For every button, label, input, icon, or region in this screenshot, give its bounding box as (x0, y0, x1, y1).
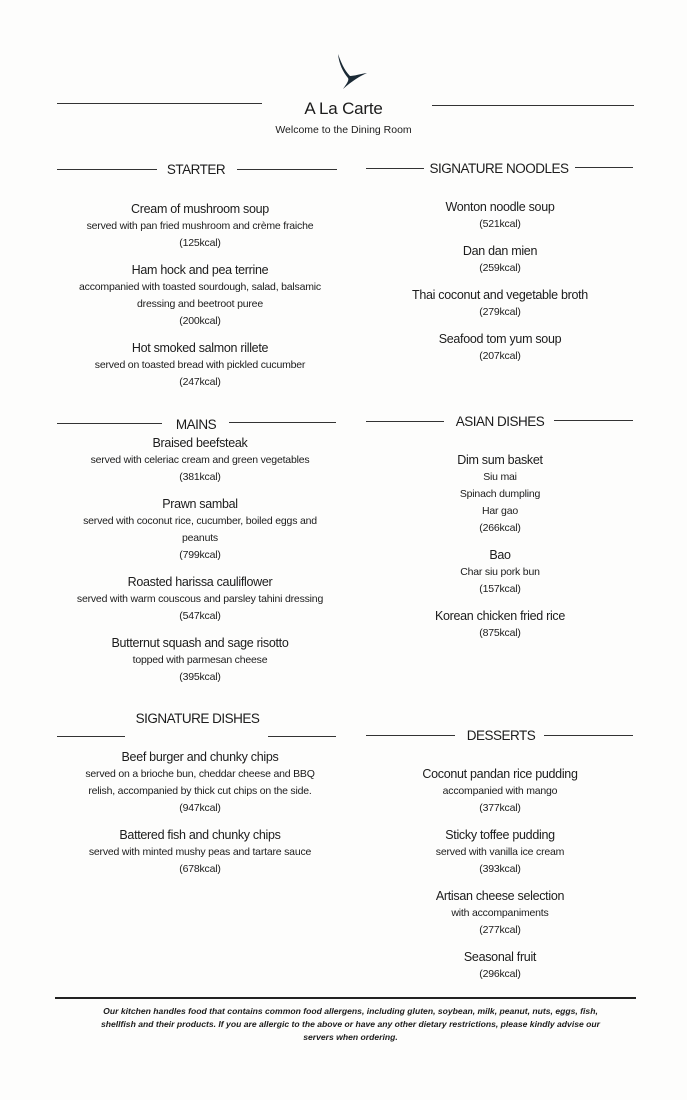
starter-rule-right (237, 169, 337, 170)
desserts-rule-right (544, 735, 633, 736)
menu-item-name: Beef burger and chunky chips (121, 750, 279, 764)
menu-item-calories: (381kcal) (179, 471, 221, 483)
asian-rule-right (554, 420, 633, 421)
menu-item-description: served with warm couscous and parsley tahini dressing (76, 593, 324, 605)
menu-item-description: with accompaniments (451, 907, 549, 919)
menu-item-name: Battered fish and chunky chips (119, 828, 281, 842)
menu-item (360, 766, 640, 817)
mains-rule-right (229, 422, 336, 423)
starter-list (50, 201, 350, 401)
menu-item-calories: (266kcal) (479, 522, 521, 534)
menu-item-name: Hot smoked salmon rillete (131, 341, 269, 355)
menu-item-calories: (259kcal) (479, 262, 521, 274)
menu-item (360, 949, 640, 983)
menu-item-name: Ham hock and pea terrine (131, 263, 269, 277)
menu-item-calories: (207kcal) (479, 350, 521, 362)
menu-item (50, 435, 350, 486)
asian-dishes-list (360, 452, 640, 652)
menu-item-name: Dan dan mien (462, 244, 538, 258)
menu-item (360, 199, 640, 233)
menu-item (50, 262, 350, 330)
menu-title: A La Carte (304, 99, 383, 118)
menu-item (50, 827, 350, 878)
section-title-desserts: DESSERTS (466, 728, 536, 743)
menu-item-calories: (125kcal) (179, 237, 221, 249)
menu-item-description: served with vanilla ice cream (435, 846, 565, 858)
menu-item-description: served with coconut rice, cucumber, boiled eggs and (83, 515, 317, 527)
menu-item (360, 287, 640, 321)
noodles-rule-right (575, 167, 633, 168)
menu-item (360, 331, 640, 365)
menu-item-name: Dim sum basket (457, 453, 543, 467)
menu-item-description: topped with parmesan cheese (132, 654, 268, 666)
menu-item-calories: (395kcal) (179, 671, 221, 683)
menu-item-calories: (799kcal) (179, 549, 221, 561)
menu-item-name: Wonton noodle soup (445, 200, 555, 214)
menu-item (360, 827, 640, 878)
brushwing-logo-icon (334, 52, 368, 90)
mains-rule-left (57, 423, 162, 424)
starter-rule-left (57, 169, 157, 170)
menu-item-name: Roasted harissa cauliflower (127, 575, 273, 589)
menu-item (50, 574, 350, 625)
section-title-asian-dishes: ASIAN DISHES (455, 414, 545, 429)
menu-item-description: served with minted mushy peas and tartare sauce (88, 846, 312, 858)
menu-item (50, 635, 350, 686)
menu-item-calories: (678kcal) (179, 863, 221, 875)
menu-item-name: Artisan cheese selection (435, 889, 565, 903)
menu-item-description: served on toasted bread with pickled cucumber (94, 359, 306, 371)
noodles-rule-left (366, 168, 424, 169)
section-title-starter: STARTER (166, 162, 226, 177)
menu-item-name: Butternut squash and sage risotto (111, 636, 289, 650)
menu-item-description: served on a brioche bun, cheddar cheese and BBQ (85, 768, 315, 780)
section-title-signature-noodles: SIGNATURE NOODLES (429, 161, 569, 176)
signature-dishes-rule-right (268, 736, 336, 737)
menu-item-calories: (521kcal) (479, 218, 521, 230)
menu-item (360, 888, 640, 939)
menu-item-calories: (200kcal) (179, 315, 221, 327)
menu-item-description: Char siu pork bun (460, 566, 540, 578)
menu-item-description: peanuts (182, 532, 218, 544)
menu-subtitle: Welcome to the Dining Room (275, 124, 412, 136)
menu-item-calories: (947kcal) (179, 802, 221, 814)
menu-item-calories: (247kcal) (179, 376, 221, 388)
menu-item-calories: (296kcal) (479, 968, 521, 980)
menu-item (50, 749, 350, 817)
menu-item-calories: (277kcal) (479, 924, 521, 936)
menu-item (360, 452, 640, 537)
menu-item (360, 608, 640, 642)
signature-dishes-list (50, 749, 350, 888)
menu-item-name: Bao (489, 548, 511, 562)
menu-item-calories: (393kcal) (479, 863, 521, 875)
menu-item-name: Braised beefsteak (152, 436, 248, 450)
desserts-list (360, 766, 640, 993)
menu-item-name: Prawn sambal (162, 497, 238, 511)
menu-item-description: served with pan fried mushroom and crème fraiche (86, 220, 314, 232)
menu-item-calories: (157kcal) (479, 583, 521, 595)
menu-item-description: Spinach dumpling (459, 488, 541, 500)
menu-item-description: dressing and beetroot puree (137, 298, 263, 310)
menu-item-description: Siu mai (483, 471, 517, 483)
menu-item (50, 496, 350, 564)
menu-item-description: accompanied with mango (442, 785, 558, 797)
menu-item (50, 340, 350, 391)
menu-item-description: served with celeriac cream and green vegetables (90, 454, 310, 466)
menu-item (50, 201, 350, 252)
menu-item-name: Cream of mushroom soup (131, 202, 269, 216)
menu-item-calories: (279kcal) (479, 306, 521, 318)
menu-item-description: relish, accompanied by thick cut chips on the side. (88, 785, 312, 797)
mains-list (50, 435, 350, 696)
asian-rule-left (366, 421, 444, 422)
footer-rule (55, 997, 636, 999)
menu-item-calories: (875kcal) (479, 627, 521, 639)
menu-item-calories: (547kcal) (179, 610, 221, 622)
signature-noodles-list (360, 199, 640, 375)
menu-item-name: Seafood tom yum soup (438, 332, 562, 346)
menu-item-name: Coconut pandan rice pudding (422, 767, 578, 781)
menu-item-description: accompanied with toasted sourdough, salad, balsamic (79, 281, 321, 293)
menu-item-name: Korean chicken fried rice (434, 609, 566, 623)
signature-dishes-rule-left (57, 736, 125, 737)
section-title-signature-dishes: SIGNATURE DISHES (135, 711, 260, 726)
menu-item-calories: (377kcal) (479, 802, 521, 814)
menu-item-name: Thai coconut and vegetable broth (412, 288, 588, 302)
desserts-rule-left (366, 735, 455, 736)
menu-item-name: Sticky toffee pudding (445, 828, 555, 842)
menu-item-name: Seasonal fruit (463, 950, 537, 964)
menu-item-description: Har gao (482, 505, 518, 517)
menu-item (360, 547, 640, 598)
menu-item (360, 243, 640, 277)
allergen-disclaimer: Our kitchen handles food that contains common food allergens, including gluten, soybean, milk, peanut, nuts, eggs, fish, shellfish and their products. If you are allergic to the above or have any other dietary restrictions, please kindly advise our servers when ordering. (100, 1006, 601, 1042)
section-title-mains: MAINS (175, 417, 217, 432)
